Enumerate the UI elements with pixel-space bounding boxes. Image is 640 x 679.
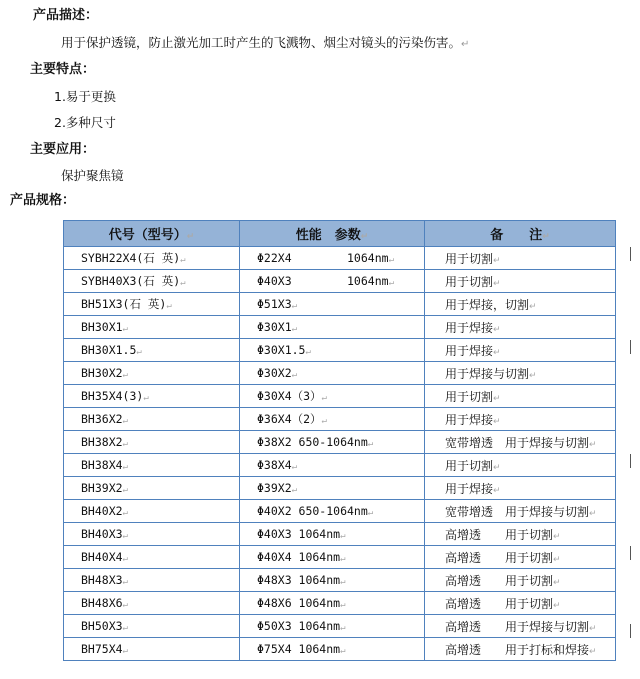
table-row — [64, 316, 616, 339]
table-row — [64, 523, 616, 546]
cell-param: Φ39X2↵ — [240, 477, 425, 500]
cell-param: Φ48X3 1064nm↵ — [240, 569, 425, 592]
cell-remark: 用于焊接，切割↵ — [425, 293, 616, 316]
table-row — [64, 385, 616, 408]
specs-heading: 产品规格： — [10, 193, 76, 208]
description-text — [61, 35, 469, 53]
cell-remark: 用于焊接↵ — [425, 408, 616, 431]
cell-remark: 高增透 用于打标和焊接↵ — [425, 638, 616, 661]
cell-remark: 高增透 用于切割↵ — [425, 546, 616, 569]
table-row — [64, 431, 616, 454]
table-row — [64, 638, 616, 661]
table-row — [64, 592, 616, 615]
table-row — [64, 362, 616, 385]
cell-code: BH39X2↵ — [64, 477, 240, 500]
margin-mark — [630, 340, 631, 354]
cell-param: Φ22X4 1064nm↵ — [240, 247, 425, 270]
cell-code: BH48X3↵ — [64, 569, 240, 592]
table-row — [64, 477, 616, 500]
cell-code: BH30X2↵ — [64, 362, 240, 385]
cell-param: Φ30X1.5↵ — [240, 339, 425, 362]
feature-item-1: 1.易于更换 — [54, 89, 116, 104]
table-row — [64, 500, 616, 523]
paragraph-mark: ↵ — [461, 39, 470, 50]
margin-mark — [630, 546, 631, 560]
cell-param: Φ30X2↵ — [240, 362, 425, 385]
cell-param: Φ50X3 1064nm↵ — [240, 615, 425, 638]
cell-remark: 用于切割↵ — [425, 270, 616, 293]
cell-code: SYBH40X3(石 英)↵ — [64, 270, 240, 293]
cell-remark: 用于切割↵ — [425, 454, 616, 477]
cell-param: Φ30X1↵ — [240, 316, 425, 339]
header-param: 性能 参数↵ — [240, 221, 425, 247]
cell-code: BH48X6↵ — [64, 592, 240, 615]
cell-param: Φ75X4 1064nm↵ — [240, 638, 425, 661]
margin-mark — [630, 454, 631, 468]
cell-param: Φ40X4 1064nm↵ — [240, 546, 425, 569]
cell-code: BH35X4(3)↵ — [64, 385, 240, 408]
table-row — [64, 247, 616, 270]
cell-param: Φ51X3↵ — [240, 293, 425, 316]
cell-remark: 高增透 用于切割↵ — [425, 569, 616, 592]
spec-table — [63, 220, 616, 661]
table-row — [64, 408, 616, 431]
cell-code: BH30X1.5↵ — [64, 339, 240, 362]
table-row — [64, 546, 616, 569]
cell-remark: 高增透 用于焊接与切割↵ — [425, 615, 616, 638]
cell-code: BH40X2↵ — [64, 500, 240, 523]
spec-table-header — [64, 221, 616, 247]
table-row — [64, 270, 616, 293]
cell-param: Φ40X3 1064nm↵ — [240, 523, 425, 546]
cell-remark: 宽带增透 用于焊接与切割↵ — [425, 431, 616, 454]
cell-remark: 用于焊接↵ — [425, 339, 616, 362]
cell-remark: 用于切割↵ — [425, 385, 616, 408]
cell-remark: 高增透 用于切割↵ — [425, 523, 616, 546]
cell-param: Φ38X4↵ — [240, 454, 425, 477]
cell-remark: 用于切割↵ — [425, 247, 616, 270]
cell-code: BH75X4↵ — [64, 638, 240, 661]
cell-remark: 用于焊接与切割↵ — [425, 362, 616, 385]
cell-param: Φ36X4（2）↵ — [240, 408, 425, 431]
cell-code: BH50X3↵ — [64, 615, 240, 638]
cell-remark: 用于焊接↵ — [425, 316, 616, 339]
header-code: 代号（型号）↵ — [64, 221, 240, 247]
description-heading: 产品描述： — [33, 8, 99, 23]
header-remark: 备 注↵ — [425, 221, 616, 247]
cell-code: BH38X2↵ — [64, 431, 240, 454]
cell-code: SYBH22X4(石 英)↵ — [64, 247, 240, 270]
cell-code: BH51X3(石 英)↵ — [64, 293, 240, 316]
cell-param: Φ40X3 1064nm↵ — [240, 270, 425, 293]
cell-code: BH38X4↵ — [64, 454, 240, 477]
table-row — [64, 454, 616, 477]
cell-code: BH30X1↵ — [64, 316, 240, 339]
cell-param: Φ38X2 650-1064nm↵ — [240, 431, 425, 454]
cell-code: BH36X2↵ — [64, 408, 240, 431]
application-heading: 主要应用： — [30, 142, 96, 157]
margin-mark — [630, 247, 631, 261]
table-row — [64, 293, 616, 316]
spec-table-body — [64, 247, 616, 661]
feature-item-2: 2.多种尺寸 — [54, 115, 116, 130]
table-row — [64, 569, 616, 592]
cell-code: BH40X3↵ — [64, 523, 240, 546]
table-row — [64, 339, 616, 362]
features-heading: 主要特点： — [30, 62, 96, 77]
cell-param: Φ30X4（3）↵ — [240, 385, 425, 408]
description-text-content: 用于保护透镜，防止激光加工时产生的飞溅物、烟尘对镜头的污染伤害。 — [61, 35, 462, 50]
margin-mark — [630, 624, 631, 638]
cell-param: Φ48X6 1064nm↵ — [240, 592, 425, 615]
cell-param: Φ40X2 650-1064nm↵ — [240, 500, 425, 523]
application-text: 保护聚焦镜 — [61, 168, 124, 183]
cell-remark: 用于焊接↵ — [425, 477, 616, 500]
cell-code: BH40X4↵ — [64, 546, 240, 569]
table-row — [64, 615, 616, 638]
cell-remark: 宽带增透 用于焊接与切割↵ — [425, 500, 616, 523]
cell-remark: 高增透 用于切割↵ — [425, 592, 616, 615]
